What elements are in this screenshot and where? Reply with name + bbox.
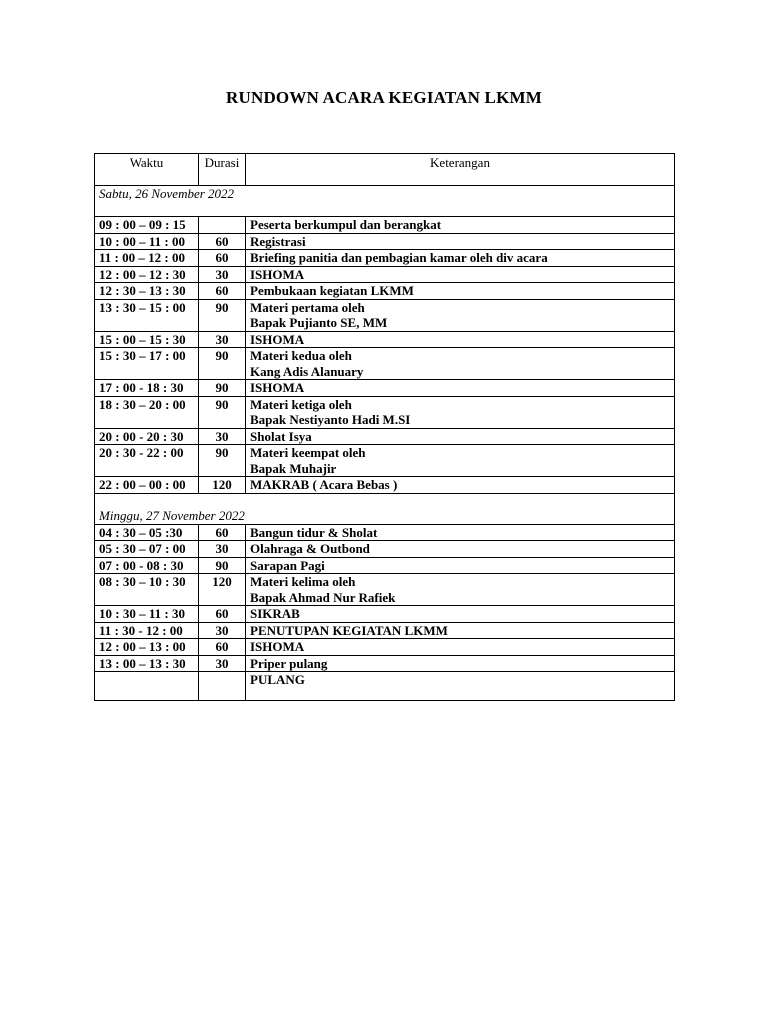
time-cell: 20 : 30 - 22 : 00 <box>95 445 199 477</box>
time-cell: 22 : 00 – 00 : 00 <box>95 477 199 494</box>
description-line: Priper pulang <box>250 655 328 671</box>
table-row <box>95 428 675 445</box>
duration-cell <box>199 672 246 701</box>
description-line: Materi ketiga oleh <box>250 396 352 412</box>
duration-cell: 30 <box>199 331 246 348</box>
description-line: Registrasi <box>250 233 306 249</box>
table-body <box>95 186 675 701</box>
description-line: Bapak Muhajir <box>250 460 337 476</box>
description-line: Sholat Isya <box>250 428 312 444</box>
description-cell <box>246 380 675 397</box>
description-line: Bapak Nestiyanto Hadi M.SI <box>250 412 411 427</box>
table-row <box>95 639 675 656</box>
time-cell: 11 : 30 - 12 : 00 <box>95 622 199 639</box>
time-cell: 09 : 00 – 09 : 15 <box>95 217 199 234</box>
description-cell <box>246 655 675 672</box>
description-cell <box>246 672 675 701</box>
day-label <box>95 186 675 217</box>
description-line: Briefing panitia dan pembagian kamar oleh div acara <box>250 250 548 265</box>
description-cell <box>246 348 675 380</box>
table-row <box>95 655 675 672</box>
table-header-row <box>95 154 675 186</box>
table-row <box>95 445 675 477</box>
duration-cell: 30 <box>199 266 246 283</box>
description-line: Bapak Ahmad Nur Rafiek <box>250 589 396 605</box>
duration-cell: 90 <box>199 557 246 574</box>
day-label-text: Minggu, 27 November 2022 <box>99 508 245 523</box>
description-cell <box>246 283 675 300</box>
description-line: Sarapan Pagi <box>250 557 325 573</box>
time-cell: 17 : 00 - 18 : 30 <box>95 380 199 397</box>
time-cell: 07 : 00 - 08 : 30 <box>95 557 199 574</box>
description-line: ISHOMA <box>250 639 305 654</box>
description-line: Materi kelima oleh <box>250 574 356 589</box>
rundown-table <box>94 153 675 701</box>
table-row <box>95 380 675 397</box>
duration-cell: 90 <box>199 396 246 428</box>
table-row <box>95 331 675 348</box>
description-cell <box>246 445 675 477</box>
table-row <box>95 217 675 234</box>
duration-cell: 60 <box>199 250 246 267</box>
description-cell <box>246 266 675 283</box>
description-cell <box>246 233 675 250</box>
table-row <box>95 622 675 639</box>
description-cell <box>246 331 675 348</box>
description-cell <box>246 250 675 267</box>
description-line: PENUTUPAN KEGIATAN LKMM <box>250 622 448 638</box>
table-row <box>95 541 675 558</box>
duration-cell: 90 <box>199 445 246 477</box>
table-row <box>95 557 675 574</box>
table-row <box>95 396 675 428</box>
day-label-text: Sabtu, 26 November 2022 <box>99 186 235 201</box>
duration-cell: 120 <box>199 477 246 494</box>
duration-cell: 120 <box>199 574 246 606</box>
time-cell: 18 : 30 – 20 : 00 <box>95 396 199 428</box>
table-row <box>95 250 675 267</box>
time-cell: 12 : 30 – 13 : 30 <box>95 283 199 300</box>
time-cell: 12 : 00 – 13 : 00 <box>95 639 199 656</box>
table-row <box>95 574 675 606</box>
duration-cell: 30 <box>199 622 246 639</box>
time-cell: 15 : 30 – 17 : 00 <box>95 348 199 380</box>
time-cell: 13 : 00 – 13 : 30 <box>95 655 199 672</box>
description-line: Materi kedua oleh <box>250 348 352 363</box>
table-row <box>95 233 675 250</box>
description-line: MAKRAB ( Acara Bebas ) <box>250 477 398 492</box>
table-row <box>95 606 675 623</box>
description-cell <box>246 557 675 574</box>
description-cell <box>246 428 675 445</box>
header-waktu: Waktu <box>95 154 199 186</box>
duration-cell: 90 <box>199 380 246 397</box>
time-cell <box>95 672 199 701</box>
description-line: ISHOMA <box>250 380 305 395</box>
duration-cell: 60 <box>199 233 246 250</box>
description-cell <box>246 574 675 606</box>
duration-cell: 60 <box>199 639 246 656</box>
description-cell <box>246 396 675 428</box>
time-cell: 11 : 00 – 12 : 00 <box>95 250 199 267</box>
time-cell: 13 : 30 – 15 : 00 <box>95 299 199 331</box>
description-cell <box>246 541 675 558</box>
time-cell: 10 : 30 – 11 : 30 <box>95 606 199 623</box>
time-cell: 05 : 30 – 07 : 00 <box>95 541 199 558</box>
table-row <box>95 266 675 283</box>
day-label <box>95 493 675 524</box>
duration-cell: 60 <box>199 283 246 300</box>
description-cell <box>246 524 675 541</box>
time-cell: 04 : 30 – 05 :30 <box>95 524 199 541</box>
duration-cell: 30 <box>199 655 246 672</box>
description-line: Kang Adis Alanuary <box>250 363 364 379</box>
time-cell: 15 : 00 – 15 : 30 <box>95 331 199 348</box>
duration-cell: 30 <box>199 541 246 558</box>
duration-cell: 90 <box>199 348 246 380</box>
description-line: ISHOMA <box>250 331 305 347</box>
description-line: Olahraga & Outbond <box>250 541 370 556</box>
table-row <box>95 283 675 300</box>
description-cell <box>246 639 675 656</box>
description-line: Pembukaan kegiatan LKMM <box>250 283 414 298</box>
document-title: RUNDOWN ACARA KEGIATAN LKMM <box>226 88 542 107</box>
description-cell <box>246 606 675 623</box>
header-keterangan: Keterangan <box>246 154 675 186</box>
time-cell: 12 : 00 – 12 : 30 <box>95 266 199 283</box>
description-cell <box>246 217 675 234</box>
day-row <box>95 186 675 217</box>
time-cell: 20 : 00 - 20 : 30 <box>95 428 199 445</box>
description-line: PULANG <box>250 672 305 687</box>
time-cell: 10 : 00 – 11 : 00 <box>95 233 199 250</box>
duration-cell <box>199 217 246 234</box>
duration-cell: 30 <box>199 428 246 445</box>
duration-cell: 60 <box>199 524 246 541</box>
time-cell: 08 : 30 – 10 : 30 <box>95 574 199 606</box>
description-line: Bapak Pujianto SE, MM <box>250 315 388 330</box>
table-row <box>95 348 675 380</box>
table-row <box>95 299 675 331</box>
duration-cell: 60 <box>199 606 246 623</box>
day-row <box>95 493 675 524</box>
description-line: Materi pertama oleh <box>250 299 365 315</box>
description-line: Peserta berkumpul dan berangkat <box>250 217 442 232</box>
header-durasi: Durasi <box>199 154 246 186</box>
description-cell <box>246 622 675 639</box>
table-row <box>95 477 675 494</box>
description-cell <box>246 477 675 494</box>
table-row <box>95 672 675 701</box>
description-cell <box>246 299 675 331</box>
duration-cell: 90 <box>199 299 246 331</box>
description-line: Materi keempat oleh <box>250 445 366 460</box>
table-row <box>95 524 675 541</box>
description-line: Bangun tidur & Sholat <box>250 524 378 540</box>
description-line: ISHOMA <box>250 266 305 282</box>
description-line: SIKRAB <box>250 606 300 621</box>
